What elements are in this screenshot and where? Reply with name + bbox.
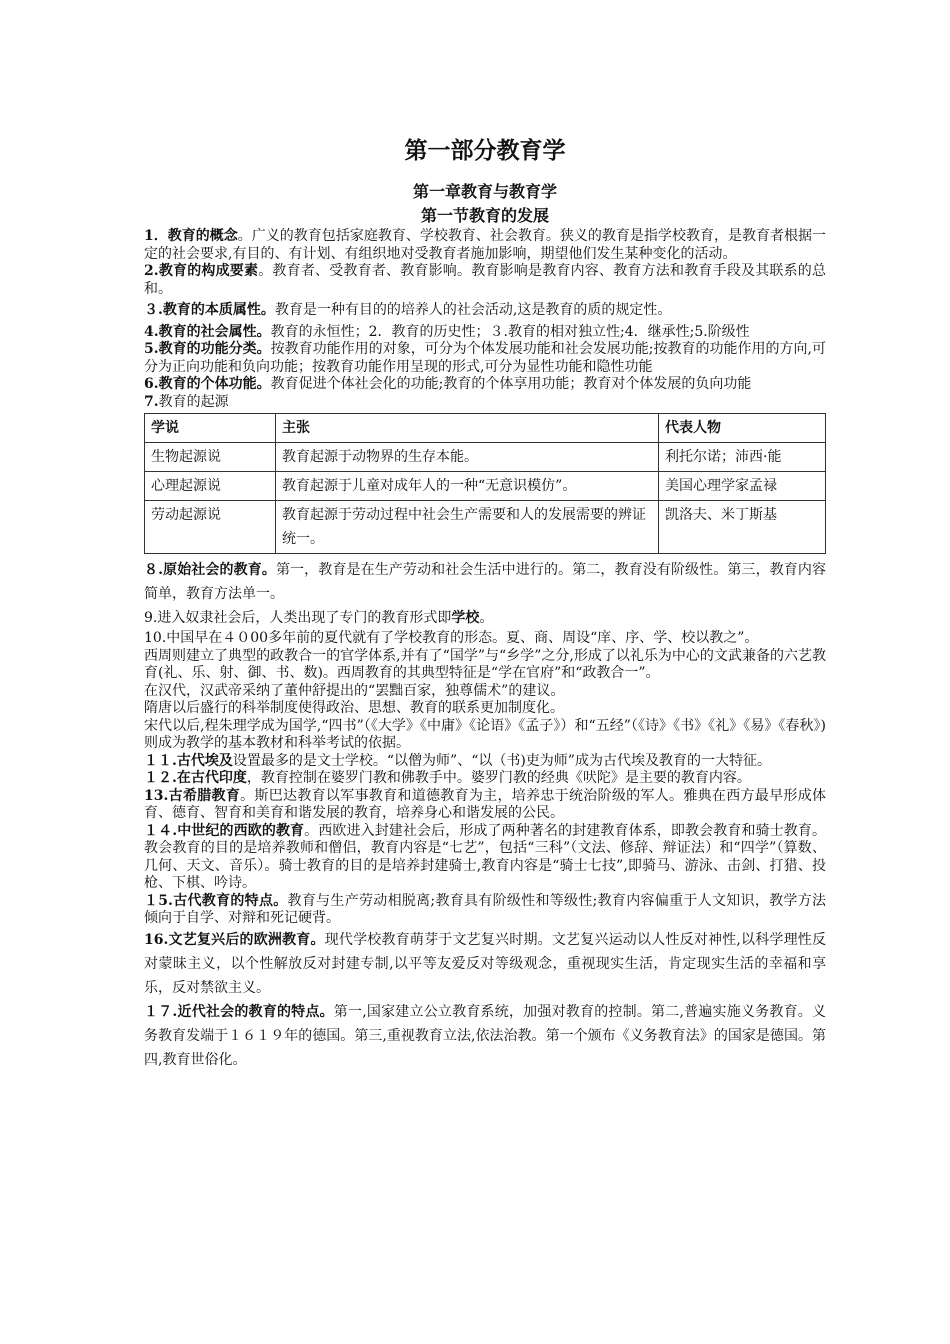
table-row: [145, 443, 826, 472]
paragraph-label: 5.教育的功能分类。: [144, 341, 271, 357]
paragraph-16: [144, 928, 826, 1000]
paragraph-1: [144, 228, 826, 263]
paragraph-text: 9.进入奴隶社会后，人类出现了专门的教育形式即: [144, 610, 452, 626]
paragraph-label: 7.: [144, 393, 159, 410]
table-cell: 教育起源于劳动过程中社会生产需要和人的发展需要的辨证统一。: [276, 501, 659, 554]
paragraph-end: 。: [479, 610, 494, 626]
paragraph-10e: 宋代以后,程朱理学成为国学,“四书”（《大学》《中庸》《论语》《孟子》）和“五经”（《诗》《书》《礼》《易》《春秋》)则成为教学的基本教材和科举考试的依据。: [144, 717, 826, 751]
paragraph-12: [144, 770, 826, 788]
paragraph-text: 教育促进个体社会化的功能;教育的个体享用功能；教育对个体发展的负向功能: [270, 376, 752, 392]
paragraph-10: 10.中国早在４０00多年前的夏代就有了学校教育的形态。夏、商、周设“庠、序、学、校以教之”。: [144, 630, 759, 646]
paragraph-text: 教育的起源: [158, 393, 229, 410]
paragraph-text: 设置最多的是文士学校。“以僧为师”、“以（书)吏为师”成为古代埃及教育的一大特征。: [232, 752, 771, 769]
table-row: [145, 472, 826, 501]
paragraph-text: 教育与生产劳动相脱离;教育具有阶级性和等级性;教育内容偏重于人文知识，教学方法倾向于自学、对辩和死记硬背。: [144, 892, 826, 926]
part-title: 第一部分教育学: [404, 137, 566, 164]
paragraph-label: 4.教育的社会属性。: [144, 323, 271, 340]
paragraph-label: ３.教育的本质属性。: [144, 302, 275, 318]
paragraph-4: [144, 324, 826, 342]
paragraph-label: 16.文艺复兴后的欧洲教育。: [144, 931, 325, 948]
paragraph-15: [144, 893, 826, 928]
table-cell: 教育起源于动物界的生存本能。: [276, 443, 659, 472]
paragraph-5: [144, 341, 826, 376]
paragraph-9: [144, 606, 826, 630]
paragraph-label: １７.近代社会的教育的特点。: [144, 1003, 334, 1020]
paragraph-17: [144, 1000, 826, 1072]
document-page: [144, 128, 826, 1072]
origin-theory-table: [144, 413, 826, 554]
paragraph-label: １１.古代埃及: [144, 752, 233, 769]
paragraph-text: 按教育功能作用的对象，可分为个体发展功能和社会发展功能;按教育的功能作用的方向,可分为正向功能和负向功能；按教育功能作用呈现的形式,可分为显性功能和隐性功能: [144, 341, 826, 375]
table-header: 主张: [276, 414, 659, 443]
section-title: 第一节教育的发展: [420, 206, 549, 225]
paragraph-keyword: 学校: [451, 610, 480, 626]
table-cell: 教育起源于儿童对成年人的一种“无意识模仿”。: [276, 472, 659, 501]
paragraph-text: 教育的永恒性；2．教育的历史性；３.教育的相对独立性;4．继承性;5.阶级性: [270, 323, 750, 340]
paragraph-text: 第一,国家建立公立教育系统，加强对教育的控制。第二,普遍实施义务教育。义务教育发端于１６１９年的德国。第三,重视教育立法,依法治教。第一个颁布《义务教育法》的国家是德国。第四,教育世俗化。: [144, 1003, 826, 1068]
table-cell: 心理起源说: [145, 472, 276, 501]
paragraph-10c: 在汉代，汉武帝采纳了董仲舒提出的“罢黜百家，独尊儒术”的建议。: [144, 682, 565, 699]
paragraph-10b: 西周则建立了典型的政教合一的官学体系,并有了“国学”与“乡学”之分,形成了以礼乐为中心的文武兼备的六艺教育(礼、乐、射、御、书、数)。西周教育的其典型特征是“学在官府”和“政教合一”。: [144, 647, 826, 681]
table-row: [145, 501, 826, 554]
paragraph-label: １5.古代教育的特点。: [144, 892, 288, 909]
paragraph-text: 现代学校教育萌芽于文艺复兴时期。文艺复兴运动以人性反对神性,以科学理性反对蒙昧主义，以个性解放反对封建专制,以平等友爱反对等级观念，重视现实生活，肯定现实生活的幸福和享乐，反对禁欲主义。: [144, 931, 826, 996]
paragraph-label: 6.教育的个体功能。: [144, 376, 271, 392]
paragraph-text: 。教育者、受教育者、教育影响。教育影响是教育内容、教育方法和教育手段及其联系的总和。: [144, 263, 826, 297]
paragraph-label: ８.原始社会的教育。: [144, 562, 276, 578]
paragraph-label: 1．教育的概念: [144, 228, 238, 244]
paragraph-6: [144, 376, 826, 394]
chapter-title: 第一章教育与教育学: [412, 182, 557, 201]
paragraph-label: 2.教育的构成要素: [144, 263, 259, 279]
paragraph-text: 。广义的教育包括家庭教育、学校教育、社会教育。狭义的教育是指学校教育，是教育者根据一定的社会要求,有目的、有计划、有组织地对受教育者施加影响，期望他们发生某种变化的活动。: [144, 228, 826, 262]
paragraph-7: [144, 394, 826, 412]
paragraph-text: ，教育控制在婆罗门教和佛教手中。婆罗门教的经典《吠陀》是主要的教育内容。: [246, 770, 751, 786]
paragraph-13: [144, 788, 826, 823]
table-header: 学说: [145, 414, 276, 443]
paragraph-8: [144, 558, 826, 606]
table-cell: 美国心理学家孟禄: [659, 472, 826, 501]
table-cell: 生物起源说: [145, 443, 276, 472]
paragraph-2: [144, 263, 826, 298]
paragraph-text: 第一，教育是在生产劳动和社会生活中进行的。第二，教育没有阶级性。第三，教育内容简单，教育方法单一。: [144, 562, 827, 602]
table-header-row: [145, 414, 826, 443]
table-cell: 劳动起源说: [145, 501, 276, 554]
table-cell: 凯洛夫、米丁斯基: [659, 501, 826, 554]
paragraph-text: 。西欧进入封建社会后，形成了两种著名的封建教育体系，即教会教育和骑士教育。教会教育的目的是培养教师和僧侣，教育内容是“七艺”，包括“三科”（文法、修辞、辩证法）和“四学”（算数、几何、天文、音乐）。骑士教育的目的是培养封建骑士,教育内容是“骑士七技”,即骑马、游泳、击剑、打猎、投枪、下棋、吟诗。: [144, 822, 826, 891]
paragraph-label: １２.在古代印度: [144, 770, 247, 786]
paragraph-10d: 隋唐以后盛行的科举制度使得政治、思想、教育的联系更加制度化。: [144, 700, 564, 716]
table-cell: 利托尔诺；沛西·能: [659, 443, 826, 472]
paragraph-3: [144, 302, 826, 320]
paragraph-text: 教育是一种有目的的培养人的社会活动,这是教育的质的规定性。: [274, 302, 672, 318]
paragraph-label: 13.古希腊教育: [144, 787, 241, 804]
paragraph-14: [144, 823, 826, 893]
paragraph-label: １４.中世纪的西欧的教育: [144, 822, 305, 839]
table-header: 代表人物: [659, 414, 826, 443]
paragraph-11: [144, 753, 826, 771]
paragraph-text: 。斯巴达教育以军事教育和道德教育为主，培养忠于统治阶级的军人。雅典在西方最早形成体育、德育、智育和美育和谐发展的教育，培养身心和谐发展的公民。: [144, 787, 826, 821]
